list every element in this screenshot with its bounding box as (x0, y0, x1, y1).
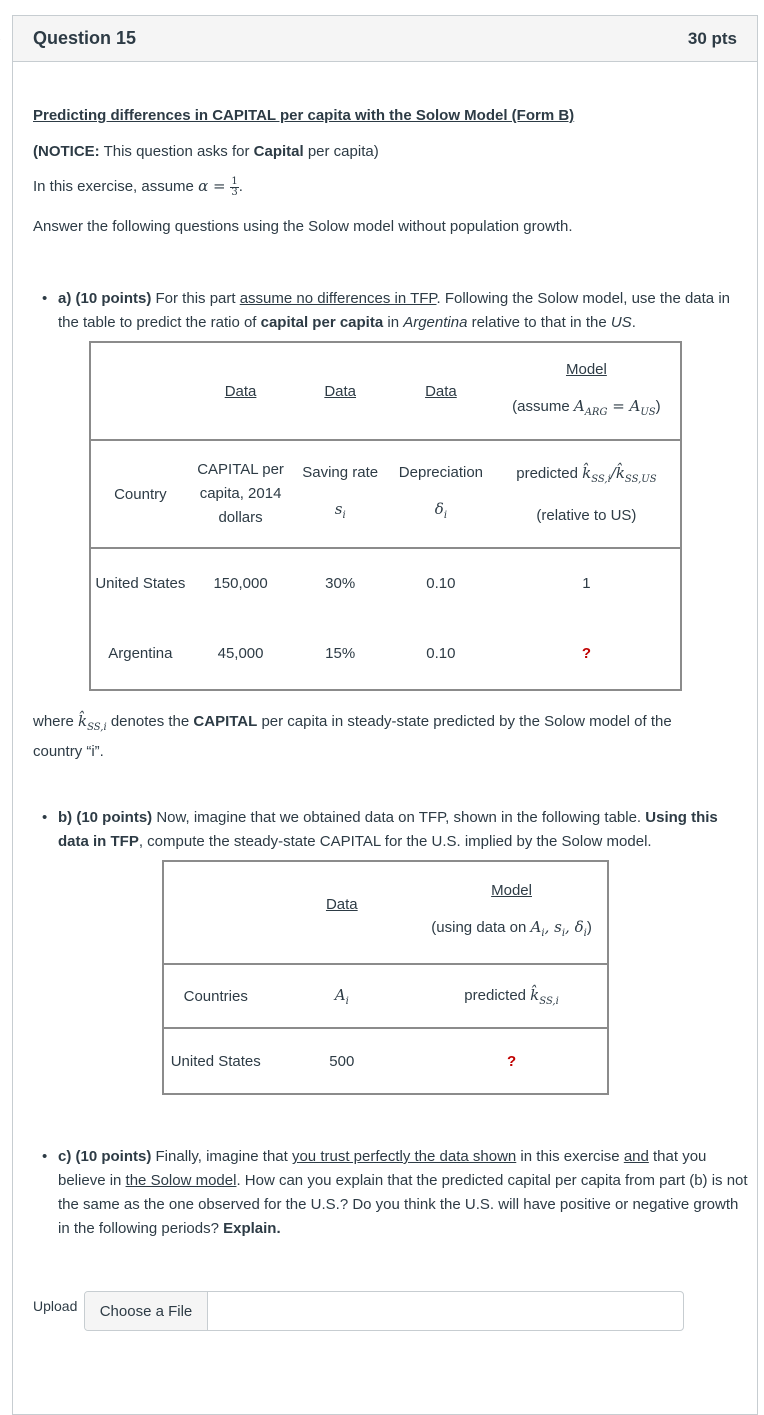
table-row: Argentina 45,000 15% 0.10 ? (108, 645, 591, 662)
question-card (12, 15, 758, 1415)
file-upload-field[interactable] (84, 1291, 684, 1331)
part-c-text: • c) (10 points) Finally, imagine that you trust perfectly the data shown in this exercise and that you believe in the Solow model. How can you explain that the predicted capital per capita from part (b) is not the same as the one observed for the U.S.? Do you think the U.S. will have positive or negative growth in the following periods? Explain. (42, 1148, 748, 1237)
table-a: Data Data Data Model (assume $A_{ARG} = A_{US}$) Country CAPITAL per capita, 2014 dollars Saving rate $s_i$ Depreciation $\delta_i$ predicted $k̂_{SS,i}/k̂_{SS,US}$ (relative to US) United States 150,000 30% 0.10 1 Argentina 45,000 15% 0.10 ? (89, 341, 682, 691)
answer-instructions: Answer the following questions using the Solow model without population growth. (33, 218, 573, 235)
choose-file-button[interactable]: Choose a File (85, 1292, 208, 1330)
table-row: United States 150,000 30% 0.10 1 (95, 575, 591, 592)
col-capital: CAPITAL per capita, 2014 dollars (190, 440, 292, 548)
intro-heading: Predicting differences in CAPITAL per capita with the Solow Model (Form B) (33, 107, 575, 124)
question-points: 30 pts (687, 28, 737, 48)
question-title: Question 15 (33, 28, 137, 48)
collapse-arrow-icon[interactable] (0, 30, 1, 46)
question-header (13, 16, 757, 62)
assume-alpha-line: In this exercise, assume α = $\frac{1}{3}$ . (33, 175, 243, 198)
notice-line: (NOTICE: This question asks for Capital per capita) (33, 143, 379, 160)
table-row: United States 500 ? (170, 1052, 517, 1070)
part-a-text: • a) (10 points) For this part assume no differences in TFP. Following the Solow model, use the data in the table to predict the ratio of capital per capita in Argentina relative to that in the US. (42, 290, 730, 331)
upload-label: Upload (33, 1298, 78, 1314)
where-note: where $k̂_{SS,i}$ denotes the CAPITAL per capita in steady-state predicted by the Solow model of the country “i”. (33, 712, 672, 760)
table-b: Data Model (using data on $A_i$, $s_i$, $\delta_i$) Countries $A_i$ predicted $k̂_{SS,i}$ United States 500 ? (162, 860, 609, 1095)
col-country: Country (90, 440, 190, 548)
part-b-text: • b) (10 points) Now, imagine that we obtained data on TFP, shown in the following table. Using this data in TFP, compute the steady-state CAPITAL for the U.S. implied by the Solow model. (42, 809, 718, 850)
